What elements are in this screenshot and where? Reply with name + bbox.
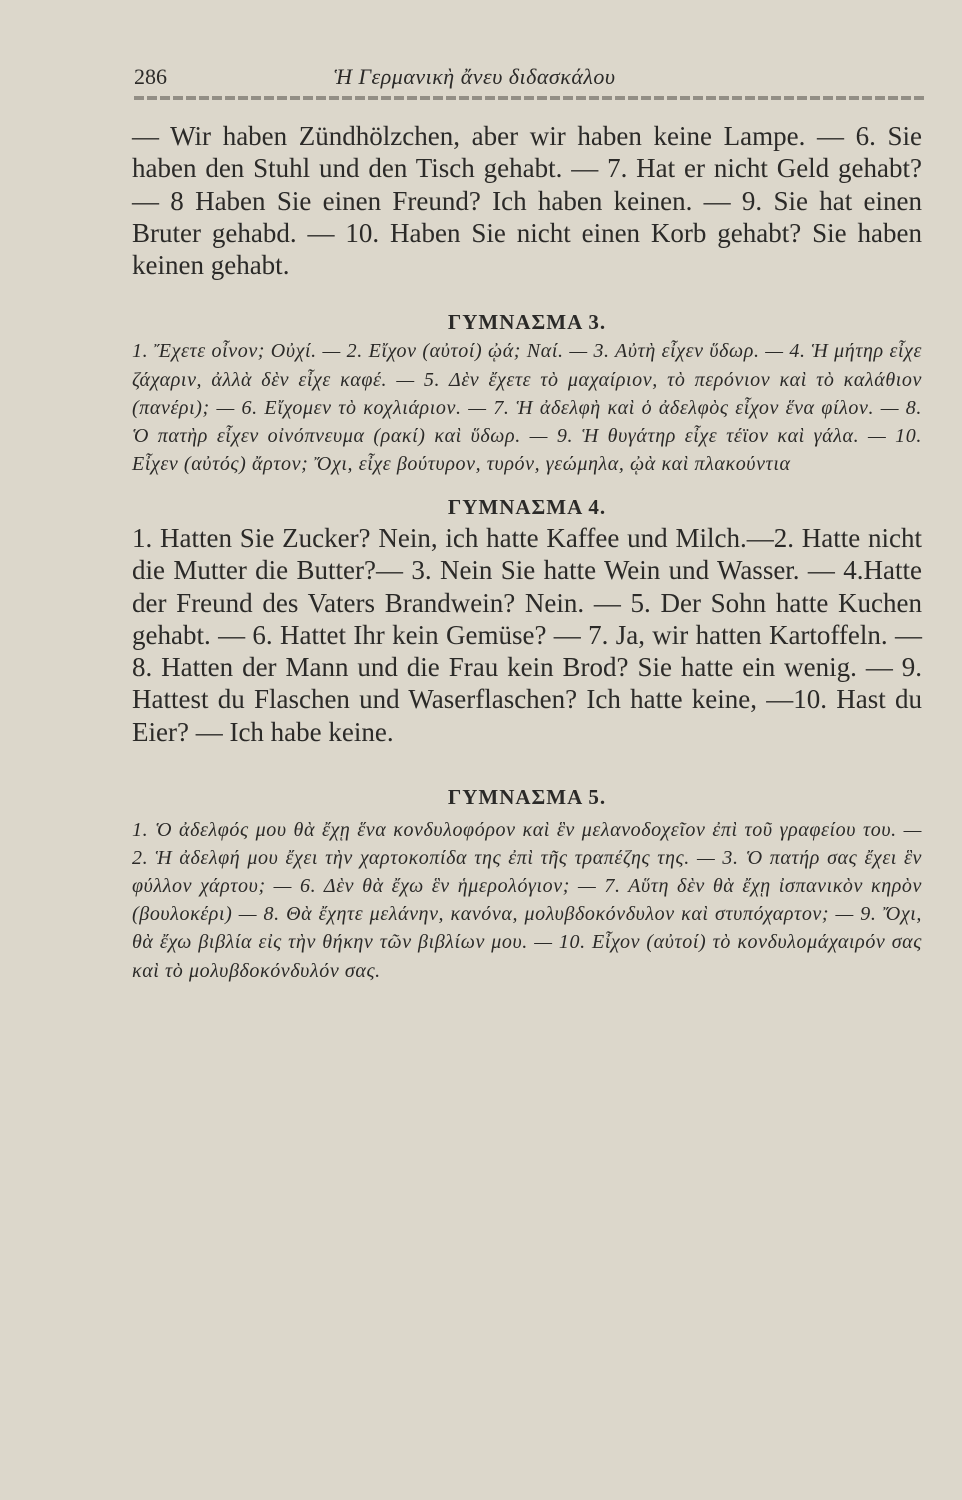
- exercise-5-heading: ΓΥΜΝΑΣΜΑ 5.: [447, 785, 607, 810]
- intro-paragraph: — Wir haben Zündhölzchen, aber wir haben keine Lampe. — 6. Sie haben den Stuhl und den Tisch gehabt. — 7. Hat er nicht Geld gehabt? — 8 Haben Sie einen Freund? Ich haben keinen. — 9. Sie hat einen Bruter gehabd. — 10. Haben Sie nicht einen Korb gehabt? Sie haben keinen gehabt.: [132, 121, 922, 281]
- page-header: [134, 62, 924, 98]
- exercise-4-text: 1. Hatten Sie Zucker? Nein, ich hatte Kaffee und Milch.—2. Hatte nicht die Mutter die Butter?— 3. Nein Sie hatte Wein und Wasser. — 4.Hatte der Freund des Vaters Brandwein? Nein. — 5. Der Sohn hatte Kuchen gehabt. — 6. Hattet Ihr kein Gemüse? — 7. Ja, wir hatten Kartoffeln. — 8. Hatten der Mann und die Frau kein Brod? Sie hatte ein wenig. — 9. Hattest du Flaschen und Waserflaschen? Ich hatte keine, —10. Hast du Eier? — Ich habe keine.: [132, 522, 922, 747]
- page-body: [132, 120, 922, 985]
- exercise-4-heading: ΓΥΜΝΑΣΜΑ 4.: [447, 494, 607, 519]
- intro-section: [132, 120, 922, 281]
- exercise-3-text: 1. Ἔχετε οἶνον; Οὐχί. — 2. Εἴχον (αὐτοί) ᾠά; Ναί. — 3. Αὐτὴ εἶχεν ὕδωρ. — 4. Ἡ μήτηρ εἶχε ζάχαριν, ἀλλὰ δὲν εἶχε καφέ. — 5. Δὲν ἔχετε τὸ μαχαίριον, τὸ περόνιον καὶ τὸ καλάθιον (πανέρι); — 6. Εἴχομεν τὸ κοχλιάριον. — 7. Ἡ ἀδελφὴ καὶ ὁ ἀδελφὸς εἶχον ἕνα φίλον. — 8. Ὁ πατὴρ εἶχεν οἰνόπνευμα (ρακί) καὶ ὕδωρ. — 9. Ἡ θυγάτηρ εἶχε τέϊον καὶ γάλα. — 10. Εἶχεν (αὐτός) ἄρτον; Ὄχι, εἶχε βούτυρον, τυρόν, γεώμηλα, ᾠὰ καὶ πλακούντια: [132, 340, 922, 475]
- header-rule: [134, 96, 924, 100]
- exercise-5-text: 1. Ὁ ἀδελφός μου θὰ ἔχῃ ἕνα κονδυλοφόρον καὶ ἓν μελανοδοχεῖον ἐπὶ τοῦ γραφείου του. — 2. Ἡ ἀδελφή μου ἔχει τὴν χαρτοκοπίδα της ἐπὶ τῆς τραπέζης της. — 3. Ὁ πατήρ σας ἔχει ἓν φύλλον χάρτου; — 6. Δὲν θὰ ἔχω ἓν ἡμερολόγιον; — 7. Αὕτη δὲν θὰ ἔχῃ ἰσπανικὸν κηρὸν (βουλοκέρι) — 8. Θὰ ἔχητε μελάνην, κανόνα, μολυβδοκόνδυλον καὶ στυπόχαρτον; — 9. Ὄχι, θὰ ἔχω βιβλία εἰς τὴν θήκην τῶν βιβλίων μου. — 10. Εἶχον (αὐτοί) τὸ κονδυλομάχαιρόν σας καὶ τὸ μολυβδοκόνδυλόν σας.: [132, 819, 922, 982]
- page-number: 286: [134, 64, 167, 89]
- exercise-3: [132, 307, 922, 477]
- exercise-5: [132, 778, 922, 985]
- exercise-4: [132, 492, 922, 748]
- exercise-3-heading: ΓΥΜΝΑΣΜΑ 3.: [447, 310, 607, 335]
- running-title: Ἡ Γερμανικὴ ἄνευ διδασκάλου: [334, 64, 616, 89]
